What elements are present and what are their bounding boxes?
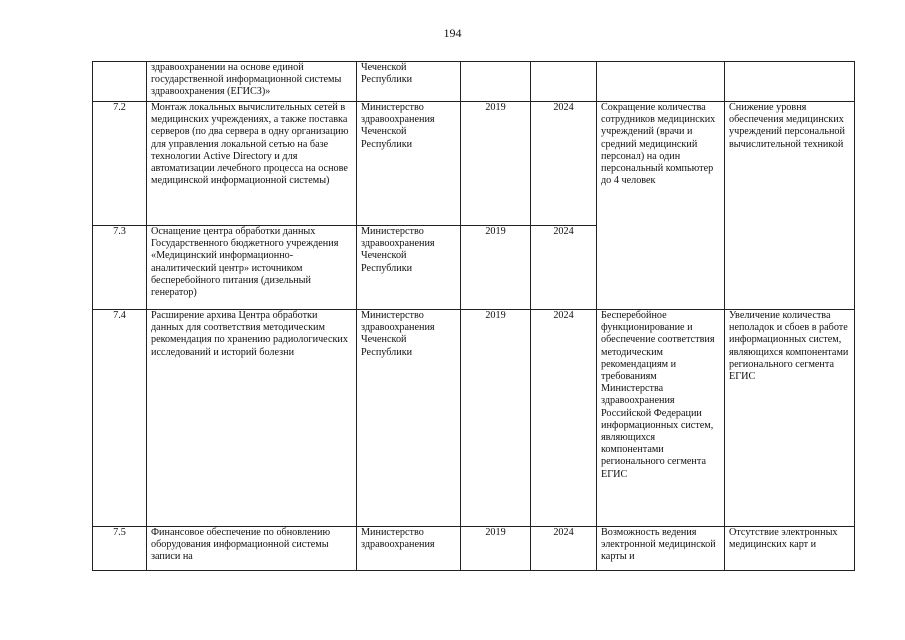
result-cell: Бесперебойное функционирование и обеспечение соответствия методическим рекомендациям и требованиям Министерства здравоохранения Российской Федерации информационных систем, являющихся компонентами регионального сегмента ЕГИС	[597, 310, 725, 527]
executor-cell: Министерство здравоохранения Чеченской Республики	[357, 102, 461, 226]
page-number: 194	[443, 26, 462, 40]
executor-cell: Министерство здравоохранения	[357, 527, 461, 571]
indicator-cell: Снижение уровня обеспечения медицинских учреждений персональной вычислительной техникой	[725, 102, 855, 310]
executor-cell: Министерство здравоохранения Чеченской Республики	[357, 310, 461, 527]
end-year-cell: 2024	[531, 102, 597, 226]
event-cell: Монтаж локальных вычислительных сетей в медицинских учреждениях, а также поставка серверов (по два сервера в одну организацию для управления локальной сетью на базе технологии Active Directory и для автоматизации лечебного процесса на основе медицинской информационной системы)	[147, 102, 357, 226]
row-number: 7.2	[93, 102, 147, 226]
start-year-cell: 2019	[461, 310, 531, 527]
start-year-cell: 2019	[461, 102, 531, 226]
end-year-cell: 2024	[531, 527, 597, 571]
indicator-cell: Увеличение количества неполадок и сбоев в работе информационных систем, являющихся компонентами регионального сегмента ЕГИС	[725, 310, 855, 527]
activities-table	[92, 61, 855, 571]
start-year-cell: 2019	[461, 527, 531, 571]
result-cell: Возможность ведения электронной медицинской карты и	[597, 527, 725, 571]
table-row	[93, 527, 855, 571]
executor-cell: Чеченской Республики	[357, 62, 461, 102]
event-cell: Оснащение центра обработки данных Государственного бюджетного учреждения «Медицинский информационно-аналитический центр» источником бесперебойного питания (дизельный генератор)	[147, 226, 357, 310]
event-cell: здравоохранении на основе единой государственной информационной системы здравоохранения (ЕГИСЗ)»	[147, 62, 357, 102]
event-cell: Финансовое обеспечение по обновлению оборудования информационной системы записи на	[147, 527, 357, 571]
table-row	[93, 310, 855, 527]
end-year-cell: 2024	[531, 310, 597, 527]
start-year-cell	[461, 62, 531, 102]
table-row	[93, 62, 855, 102]
result-cell: Сокращение количества сотрудников медицинских учреждений (врачи и средний медицинский персонал) на один персональный компьютер до 4 человек	[597, 102, 725, 310]
row-number	[93, 62, 147, 102]
event-cell: Расширение архива Центра обработки данных для соответствия методическим рекомендация по хранению радиологических исследований и историй болезни	[147, 310, 357, 527]
row-number: 7.5	[93, 527, 147, 571]
indicator-cell	[725, 62, 855, 102]
row-number: 7.3	[93, 226, 147, 310]
end-year-cell	[531, 62, 597, 102]
indicator-cell: Отсутствие электронных медицинских карт и	[725, 527, 855, 571]
table-row	[93, 102, 855, 226]
result-cell	[597, 62, 725, 102]
end-year-cell: 2024	[531, 226, 597, 310]
executor-cell: Министерство здравоохранения Чеченской Республики	[357, 226, 461, 310]
start-year-cell: 2019	[461, 226, 531, 310]
row-number: 7.4	[93, 310, 147, 527]
